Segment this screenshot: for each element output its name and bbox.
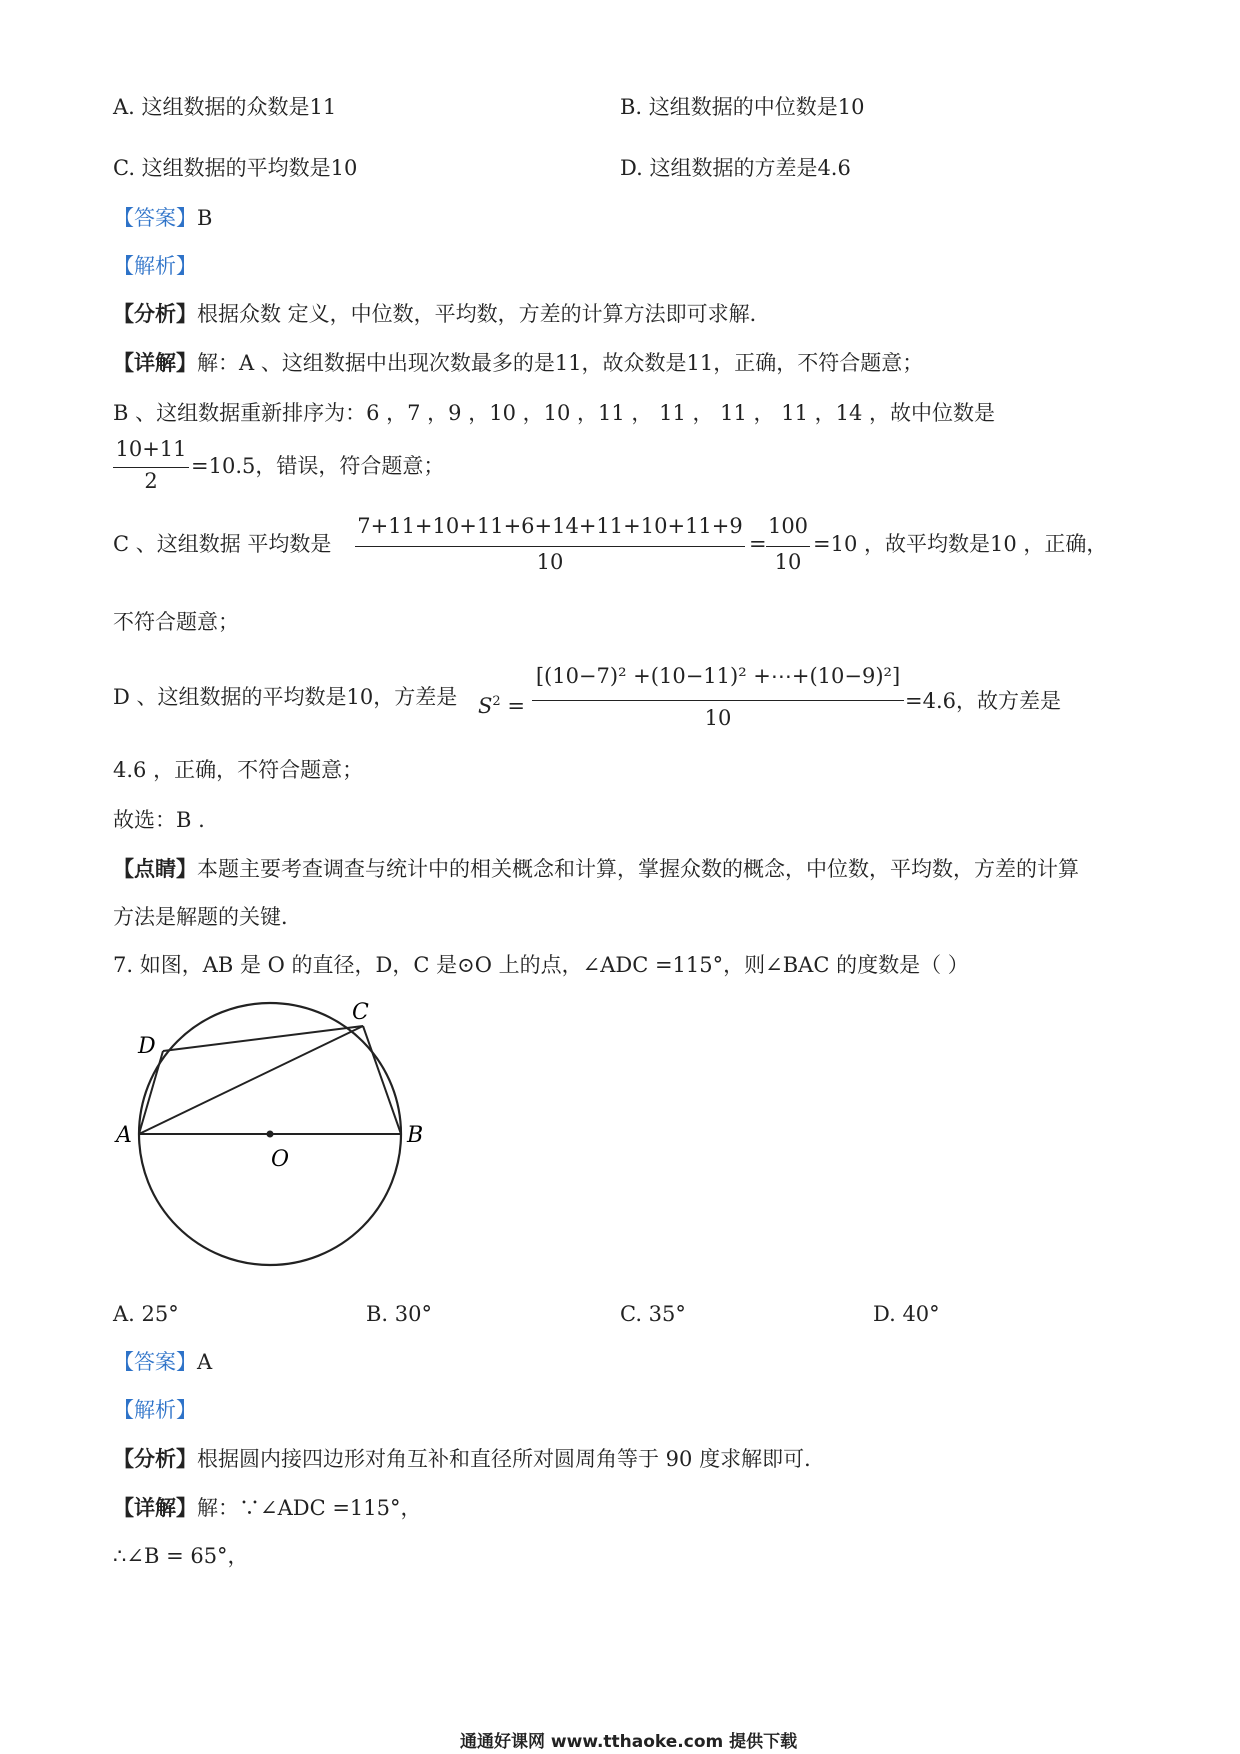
c-frac1-num: 7+11+10+11+6+14+11+10+11+9 xyxy=(357,514,743,538)
chord-ad xyxy=(139,1051,163,1134)
d-eq: = xyxy=(507,694,525,718)
answer-value: B xyxy=(197,206,213,230)
d-frac-bar xyxy=(532,700,904,701)
answer-tag: 【答案】 xyxy=(113,206,197,230)
analysis-tag: 【解析】 xyxy=(113,254,197,278)
c-frac2-bar xyxy=(766,546,810,547)
answer-tag: 【答案】 xyxy=(113,1350,197,1374)
d-cont: 4.6 ，正确，不符合题意； xyxy=(113,758,364,782)
label-a: A xyxy=(116,1123,132,1148)
q7-option-d: D. 40° xyxy=(873,1302,940,1326)
q7-option-b: B. 30° xyxy=(366,1302,433,1326)
fenxi-tag: 【分析】 xyxy=(113,1446,197,1471)
b-frac-den: 2 xyxy=(144,469,158,493)
d-prefix: D 、这组数据的平均数是10，方差是 xyxy=(113,685,458,709)
q6-answer-line xyxy=(113,204,212,232)
q7-xiangjie-line xyxy=(113,1494,422,1522)
c-cont: 不符合题意； xyxy=(113,610,239,634)
label-c: C xyxy=(352,1000,369,1025)
c-frac2-num: 100 xyxy=(767,514,809,538)
xiangjie-tag: 【详解】 xyxy=(113,1495,197,1520)
b-after: =10.5，错误，符合题意； xyxy=(191,454,445,478)
q7-analysis-tag xyxy=(113,1396,197,1424)
footer-watermark: 通通好课网 www.tthaoke.com 提供下载 xyxy=(460,1732,798,1752)
q6-option-c: C. 这组数据的平均数是10 xyxy=(113,156,358,180)
d-after: =4.6，故方差是 xyxy=(905,689,1061,713)
d-frac-num: [(10−7)² +(10−11)² +⋯+(10−9)²] xyxy=(535,664,901,688)
q6-fenxi-line xyxy=(113,300,771,328)
dianjing-line-1 xyxy=(113,855,1079,883)
q7-answer-line xyxy=(113,1348,212,1376)
dianjing-tag: 【点睛】 xyxy=(113,856,197,881)
xiangjie-text: 解：A 、这组数据中出现次数最多的是11，故众数是11，正确，不符合题意； xyxy=(197,351,924,375)
xiangjie-tag: 【详解】 xyxy=(113,350,197,375)
d-frac-den: 10 xyxy=(704,706,732,730)
q6-b-line: B 、这组数据重新排序为：6 ，7 ，9 ，10 ，10 ，11 ， 11 ， 11 ， 11 ，14 ，故中位数是 xyxy=(113,401,996,425)
c-eq1: = xyxy=(749,532,767,556)
c-frac1-den: 10 xyxy=(536,550,564,574)
c-prefix: C 、这组数据 平均数是 xyxy=(113,532,332,556)
q7-option-c: C. 35° xyxy=(620,1302,686,1326)
q6-xiangjie-line xyxy=(113,349,923,377)
q6-analysis-tag xyxy=(113,252,197,280)
dianjing-text-1: 本题主要考查调查与统计中的相关概念和计算，掌握众数的概念，中位数，平均数，方差的计算 xyxy=(197,857,1079,881)
d-s-sup: 2 xyxy=(492,694,501,709)
fenxi-text: 根据众数 定义，中位数，平均数，方差的计算方法即可求解． xyxy=(197,302,771,326)
chord-dc xyxy=(163,1026,363,1051)
xiangjie-text: 解：∵∠ADC =115°， xyxy=(197,1496,422,1520)
d-s-symbol: S xyxy=(478,694,493,718)
b-frac-num: 10+11 xyxy=(115,437,187,461)
chord-ac xyxy=(139,1026,363,1134)
dianjing-line-2: 方法是解题的关键． xyxy=(113,905,302,929)
d-s2 xyxy=(478,688,525,720)
label-o: O xyxy=(271,1147,290,1172)
b-frac-bar xyxy=(113,467,189,468)
c-frac2-den: 10 xyxy=(774,550,802,574)
answer-value: A xyxy=(197,1350,213,1374)
q6-option-d: D. 这组数据的方差是4.6 xyxy=(620,156,851,180)
guxuan-line: 故选：B . xyxy=(113,808,205,832)
label-d: D xyxy=(138,1034,156,1059)
q6-option-a: A. 这组数据的众数是11 xyxy=(113,95,337,119)
circle-figure xyxy=(100,990,440,1280)
q7-step2: ∴∠B = 65°， xyxy=(113,1544,249,1568)
q7-fenxi-line xyxy=(113,1445,825,1473)
chord-cb xyxy=(363,1026,401,1134)
fenxi-tag: 【分析】 xyxy=(113,301,197,326)
c-after: =10 ，故平均数是10 ，正确， xyxy=(813,532,1108,556)
fenxi-text: 根据圆内接四边形对角互补和直径所对圆周角等于 90 度求解即可． xyxy=(197,1447,826,1471)
q6-option-b: B. 这组数据的中位数是10 xyxy=(620,95,865,119)
q7-option-a: A. 25° xyxy=(113,1302,179,1326)
c-frac1-bar xyxy=(355,546,745,547)
q7-stem: 7. 如图，AB 是 O 的直径，D，C 是⊙O 上的点，∠ADC =115°，则∠BAC 的度数是（ ） xyxy=(113,953,969,977)
analysis-tag: 【解析】 xyxy=(113,1398,197,1422)
label-b: B xyxy=(407,1123,424,1148)
center-point xyxy=(267,1131,274,1138)
